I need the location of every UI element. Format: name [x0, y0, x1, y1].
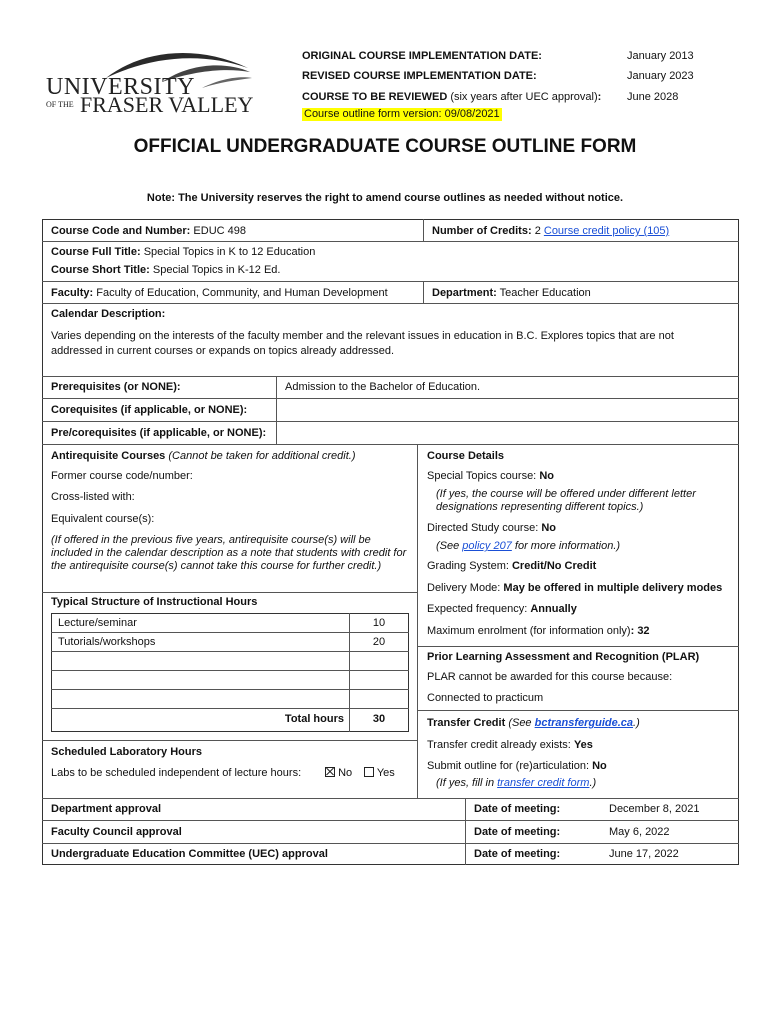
enrolment-value: 32 — [637, 625, 650, 637]
logo-of-the: OF THE — [46, 100, 74, 109]
enrolment-field: Maximum enrolment (for information only): 32 — [427, 625, 650, 637]
checkbox-unchecked-icon[interactable] — [364, 767, 374, 777]
checkbox-checked-icon[interactable] — [325, 767, 335, 777]
bctransferguide-link[interactable]: bctransferguide.ca — [534, 717, 634, 729]
delivery-field — [427, 582, 722, 595]
department-value: Teacher Education — [499, 287, 591, 299]
hours-row-tutorial-value: 20 — [372, 636, 386, 648]
hours-row-lecture-label: Lecture/seminar — [58, 617, 137, 629]
faculty-value: Faculty of Education, Community, and Human Development — [96, 287, 388, 299]
full-title-value: Special Topics in K to 12 Education — [143, 246, 316, 258]
directed-study-field — [427, 522, 556, 535]
header-suffix-review: (six years after UEC approval) — [447, 91, 598, 103]
transfer-note-pre: (If yes, fill in — [436, 777, 498, 789]
frequency-field — [427, 603, 577, 616]
special-topics-value: No — [539, 470, 554, 482]
policy-207-link[interactable]: policy 207 — [462, 540, 512, 552]
details-heading: Course Details — [427, 450, 505, 462]
faculty-label: Faculty: — [51, 287, 94, 299]
lab-no-label: No — [338, 767, 353, 779]
hours-row-tutorial-label: Tutorials/workshops — [58, 636, 156, 648]
grading-value: Credit/No Credit — [511, 560, 597, 572]
transfer-note-post: .) — [589, 777, 597, 789]
antireq-former: Former course code/number: — [51, 470, 193, 482]
antireq-heading — [51, 450, 355, 463]
transfer-submit-label: Submit outline for (re)articulation: — [427, 760, 590, 772]
header-value-original: January 2013 — [627, 50, 694, 62]
approval-department-label: Department approval — [51, 803, 162, 815]
short-title-value: Special Topics in K-12 Ed. — [152, 264, 281, 276]
header-label-review: COURSE TO BE REVIEWED — [302, 91, 448, 103]
grading-field — [427, 560, 596, 573]
university-logo — [42, 48, 252, 118]
hours-total-value: 30 — [372, 713, 386, 725]
hours-total-label: Total hours — [284, 713, 344, 725]
approval-faculty-date-label: Date of meeting: — [474, 826, 561, 838]
short-title-field — [51, 264, 280, 277]
see-post: for more information.) — [511, 540, 621, 552]
full-title-label: Course Full Title: — [51, 246, 141, 258]
lab-text: Labs to be scheduled independent of lecture hours: — [51, 767, 302, 779]
approval-uec-date: June 17, 2022 — [609, 848, 679, 860]
transfer-submit-field — [427, 760, 607, 773]
faculty-field — [51, 287, 388, 300]
credit-policy-link[interactable]: Course credit policy (105) — [543, 225, 670, 237]
special-topics-field — [427, 470, 554, 483]
credits-field — [432, 225, 669, 238]
course-code-label: Course Code and Number: — [51, 225, 191, 237]
transfer-heading-text: Transfer Credit — [427, 717, 506, 729]
approval-uec-date-label: Date of meeting: — [474, 848, 561, 860]
short-title-label: Course Short Title: — [51, 264, 150, 276]
prereq-label: Prerequisites (or NONE): — [51, 381, 181, 393]
page-title: OFFICIAL UNDERGRADUATE COURSE OUTLINE FORM — [133, 136, 637, 157]
frequency-value: Annually — [530, 603, 577, 615]
header-label-revised: REVISED COURSE IMPLEMENTATION DATE: — [302, 70, 537, 82]
delivery-value: May be offered in multiple delivery modes — [503, 582, 723, 594]
directed-study-value: No — [541, 522, 557, 534]
transfer-see-post: .) — [633, 717, 640, 729]
plar-heading: Prior Learning Assessment and Recognition (PLAR) — [427, 651, 700, 663]
antireq-equivalent: Equivalent course(s): — [51, 513, 155, 525]
credits-value: 2 — [534, 225, 541, 237]
antireq-cross: Cross-listed with: — [51, 491, 135, 503]
approval-department-date-label: Date of meeting: — [474, 803, 561, 815]
full-title-field — [51, 246, 315, 259]
form-version: Course outline form version: 09/08/2021 — [304, 108, 500, 120]
delivery-label: Delivery Mode: — [427, 582, 501, 594]
lab-yes-option[interactable] — [364, 767, 395, 780]
antireq-heading-note: (Cannot be taken for additional credit.) — [168, 450, 356, 462]
hours-row-lecture-value: 10 — [372, 617, 386, 629]
credits-label: Number of Credits: — [432, 225, 532, 237]
transfer-note — [436, 777, 596, 790]
transfer-credit-form-link[interactable]: transfer credit form — [497, 777, 590, 789]
plar-line1: PLAR cannot be awarded for this course because: — [427, 671, 673, 683]
precoreq-label: Pre/corequisites (if applicable, or NONE): — [51, 427, 267, 439]
hours-heading: Typical Structure of Instructional Hours — [51, 596, 258, 608]
lab-heading: Scheduled Laboratory Hours — [51, 746, 202, 758]
lab-no-option[interactable] — [325, 767, 352, 780]
transfer-see-pre: (See — [508, 717, 535, 729]
prereq-value: Admission to the Bachelor of Education. — [285, 381, 481, 393]
header-row-review — [302, 91, 601, 104]
grading-label: Grading System: — [427, 560, 509, 572]
plar-line2: Connected to practicum — [427, 692, 544, 704]
antireq-note: (If offered in the previous five years, antirequisite course(s) will be included in the calendar description as a note that students with credit for the antirequisite course(s) cannot take this course for further credit.) — [51, 534, 407, 572]
approval-uec-label: Undergraduate Education Committee (UEC) approval — [51, 848, 328, 860]
special-topics-note: (If yes, the course will be offered under different letter designations representing different topics.) — [436, 488, 696, 513]
course-code-field — [51, 225, 246, 238]
header-colon-review: : — [597, 91, 602, 103]
transfer-exists-label: Transfer credit already exists: — [427, 739, 571, 751]
directed-study-label: Directed Study course: — [427, 522, 539, 534]
logo-line2: FRASER VALLEY — [80, 92, 254, 117]
approval-department-date: December 8, 2021 — [609, 803, 700, 815]
header-label-original: ORIGINAL COURSE IMPLEMENTATION DATE: — [302, 50, 542, 62]
course-code-value: EDUC 498 — [193, 225, 246, 237]
frequency-label: Expected frequency: — [427, 603, 528, 615]
special-topics-label: Special Topics course: — [427, 470, 537, 482]
transfer-submit-value: No — [592, 760, 607, 772]
approval-faculty-label: Faculty Council approval — [51, 826, 182, 838]
department-field — [432, 287, 591, 300]
calendar-label: Calendar Description: — [51, 308, 166, 320]
see-pre: (See — [436, 540, 463, 552]
transfer-exists-value: Yes — [573, 739, 593, 751]
header-value-review: June 2028 — [627, 91, 679, 103]
lab-yes-label: Yes — [376, 767, 395, 779]
logo-line1: UNIVERSITY — [46, 74, 195, 100]
enrolment-label: Maximum enrolment (for information only) — [427, 625, 631, 637]
approval-faculty-date: May 6, 2022 — [609, 826, 670, 838]
coreq-label: Corequisites (if applicable, or NONE): — [51, 404, 248, 416]
transfer-exists-field — [427, 739, 593, 752]
transfer-heading — [427, 717, 640, 730]
note: Note: The University reserves the right to amend course outlines as needed without notice. — [146, 192, 624, 204]
calendar-description: Varies depending on the interests of the faculty member and the relevant issues in education in B.C. Explores topics that are not addressed in current courses or expands on topics already addressed. — [51, 330, 674, 357]
antireq-heading-text: Antirequisite Courses — [51, 450, 166, 462]
directed-study-note — [436, 540, 620, 553]
header-value-revised: January 2023 — [627, 70, 694, 82]
department-label: Department: — [432, 287, 497, 299]
